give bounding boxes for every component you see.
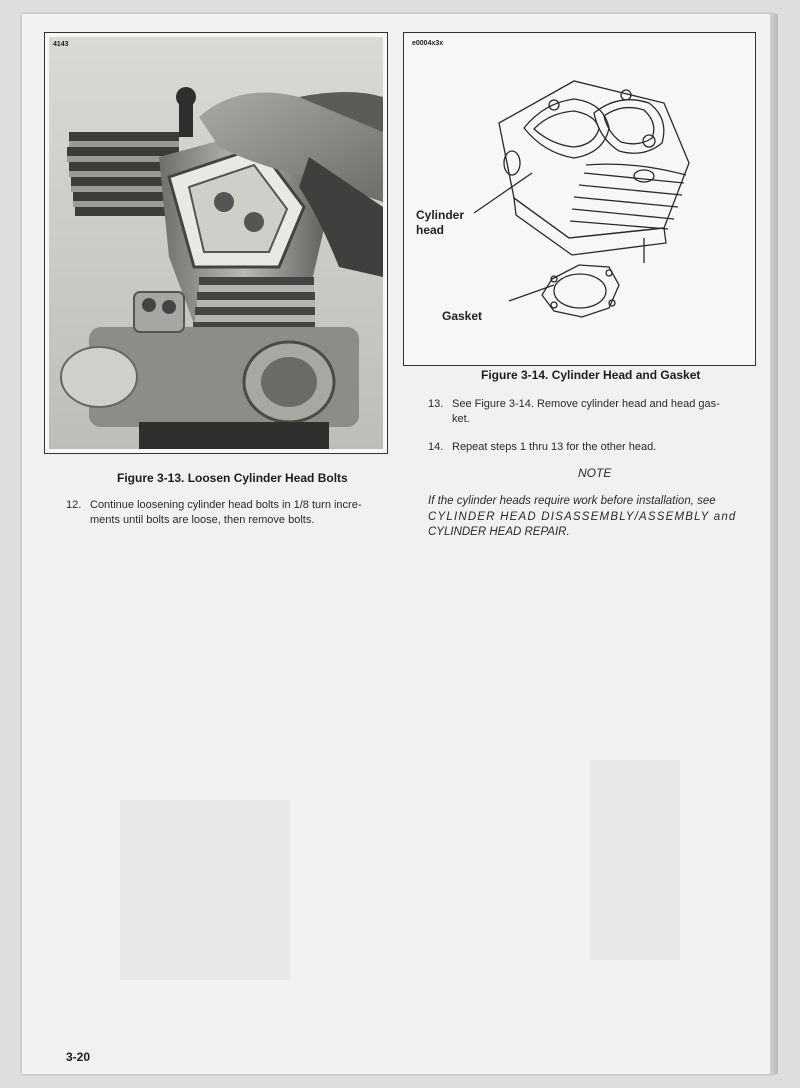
figure-3-14-caption: Figure 3-14. Cylinder Head and Gasket [481, 368, 701, 382]
step-14-line-1: Repeat steps 1 thru 13 for the other head. [452, 441, 657, 453]
step-12-line-2: ments until bolts are loose, then remove bolts. [90, 514, 315, 526]
figure-id-label: 4143 [53, 41, 69, 48]
step-13-number: 13. [428, 398, 444, 410]
figure-3-13-caption: Figure 3-13. Loosen Cylinder Head Bolts [117, 471, 348, 485]
callout-gasket: Gasket [442, 309, 483, 323]
page-number: 3-20 [66, 1050, 91, 1064]
figure-3-13-frame [44, 32, 388, 454]
show-through-table [590, 760, 680, 960]
step-14-number: 14. [428, 441, 444, 453]
note-line-1: If the cylinder heads require work before installation, see [428, 495, 716, 507]
page-edge [770, 14, 778, 1074]
step-13-line-1: See Figure 3-14. Remove cylinder head and head gas- [452, 398, 720, 410]
engine-photo [49, 37, 383, 449]
note-line-3: CYLINDER HEAD REPAIR. [428, 526, 570, 538]
callout-cylinder: Cylinder [416, 208, 465, 222]
figure-3-14-frame [403, 32, 756, 366]
note-title: NOTE [578, 466, 612, 480]
step-12-line-1: Continue loosening cylinder head bolts in 1/8 turn incre- [90, 499, 362, 511]
figure-id-label: e0004x3x [412, 40, 444, 47]
step-13-line-2: ket. [452, 413, 470, 425]
note-line-2: CYLINDER HEAD DISASSEMBLY/ASSEMBLY and [428, 511, 737, 523]
show-through-text [120, 800, 290, 980]
callout-head: head [416, 223, 445, 237]
step-12-number: 12. [66, 499, 82, 511]
